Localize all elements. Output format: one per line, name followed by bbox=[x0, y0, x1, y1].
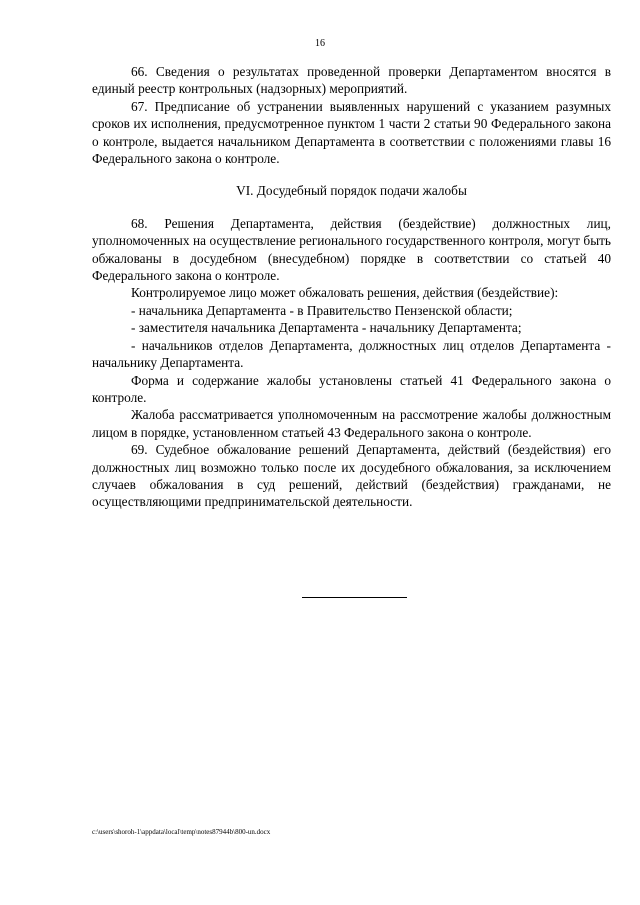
paragraph-complaint-review: Жалоба рассматривается уполномоченным на рассмотрение жалобы должностным лицом в порядке, установленном статьей 43 Федерального закона о контроле. bbox=[92, 407, 611, 440]
paragraph-66: 66. Сведения о результатах проведенной проверки Департаментом вносятся в единый реестр контрольных (надзорных) мероприятий. bbox=[92, 64, 611, 97]
paragraph-67: 67. Предписание об устранении выявленных нарушений с указанием разумных сроков их исполнения, предусмотренное пунктом 1 части 2 статьи 90 Федерального закона о контроле, выдается начальником Департамента в соответствии с положениями главы 16 Федерального закона о контроле. bbox=[92, 98, 611, 167]
paragraph-appeal-intro: Контролируемое лицо может обжаловать решения, действия (бездействие): bbox=[131, 285, 559, 301]
list-item-deputy: - заместителя начальника Департамента - начальнику Департамента; bbox=[131, 320, 522, 336]
paragraph-complaint-form: Форма и содержание жалобы установлены статьей 41 Федерального закона о контроле. bbox=[92, 372, 611, 405]
page-number: 16 bbox=[315, 38, 325, 49]
end-divider-line bbox=[302, 597, 407, 598]
paragraph-68: 68. Решения Департамента, действия (бездействие) должностных лиц, уполномоченных на осуществление регионального государственного контроля, могут быть обжалованы в досудебном (внесудебном) порядке в соответствии со статьей 40 Федерального закона о контроле. bbox=[92, 215, 611, 284]
document-body bbox=[92, 63, 611, 511]
list-item-head: - начальника Департамента - в Правительство Пензенской области; bbox=[131, 302, 513, 318]
list-item-department-heads: - начальников отделов Департамента, должностных лиц отделов Департамента - начальнику Департамента. bbox=[92, 337, 611, 371]
footer-file-path: c:\users\shoroh-1\appdata\local\temp\notes87944b\800-un.docx bbox=[92, 828, 271, 836]
section-title: VI. Досудебный порядок подачи жалобы bbox=[236, 183, 467, 199]
paragraph-69: 69. Судебное обжалование решений Департамента, действий (бездействия) его должностных лиц возможно только после их досудебного обжалования, за исключением случаев обжалования в суд решений, действий (бездействия) гражданами, не осуществляющими предпринимательской деятельности. bbox=[92, 442, 611, 510]
